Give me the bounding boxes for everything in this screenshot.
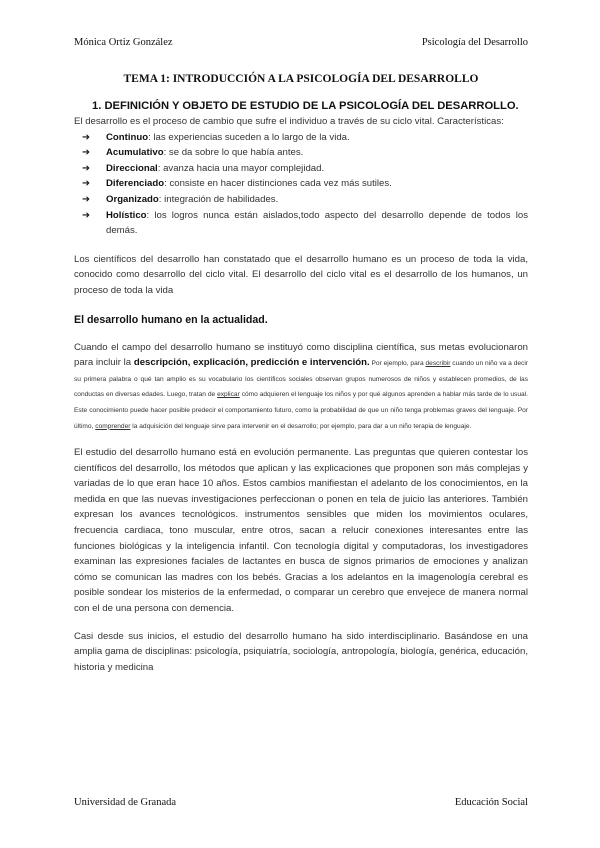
arrow-icon: ➔ [82,178,91,190]
list-desc: : las experiencias suceden a lo largo de la vida. [148,131,350,143]
goals-small-1: Por ejemplo, para [369,360,426,368]
section-heading-1: 1. DEFINICIÓN Y OBJETO DE ESTUDIO DE LA PSICOLOGÍA DEL DESARROLLO. [92,100,519,112]
goals-paragraph [74,340,528,434]
list-desc: : integración de habilidades. [158,193,279,205]
goals-small-4: la adquisición del lenguaje sirve para intervenir en el desarrollo; por ejemplo, para dar a un niño terapia de lenguaje. [130,422,472,430]
page-content [74,73,528,675]
page-title: TEMA 1: INTRODUCCIÓN A LA PSICOLOGÍA DEL DESARROLLO [123,73,479,85]
header-author: Mónica Ortiz González [74,37,173,48]
list-item [82,208,528,239]
list-term: Acumulativo [106,147,164,159]
list-term: Holístico [106,209,147,221]
goals-bold: descripción, explicación, predicción e intervención. [133,357,370,369]
goals-small-2: cuando un niño va a decir su primera palabra o qué tan amplio es su vocabulario los científicos sociales observan grupos numerosos de niños y establecen promedios, de las conductas en diversas edades. Luego, tratan de [74,360,528,399]
list-desc: : los logros nunca están aislados,todo aspecto del desarrollo depende de todos los demás. [106,209,528,237]
section-heading-2: El desarrollo humano en la actualidad. [74,313,268,326]
arrow-icon: ➔ [82,131,91,143]
goals-lead: Cuando el campo del desarrollo humano se instituyó como disciplina científica, sus metas evolucionaron para incluir la [74,341,528,369]
characteristics-list [74,130,528,239]
list-term: Continuo [106,131,149,143]
list-term: Organizado [106,193,159,205]
evolution-paragraph: El estudio del desarrollo humano está en evolución permanente. Las preguntas que quieren contestar los científicos del desarrollo, los métodos que aplican y las explicaciones que proponen son más complejas y variadas de lo que eran hace 10 años. Estos cambios manifiestan el adelanto de los conocimientos, en la medida en que las nuevas investigaciones perfeccionan o ponen en tela de juicio las anteriores. También expresan los avances tecnológicos. instrumentos sensibles que miden los movimientos oculares, frecuencia cardiaca, tono muscular, entre otros, sacan a relucir conexiones interesantes entre las funciones biológicas y la inteligencia infantil. Con tecnología digital y computadoras, los investigadores examinan las expresiones faciales de lactantes en busca de signos primarios de emociones y analizan cómo se comunican las madres con los bebés. Gracias a los adelantos en la imagenología cerebral es posible sondear los misterios de la enfermedad, o comparar un cerebro que envejece de manera normal con el de una persona con demencia. [74,447,528,615]
goals-explicar: explicar [217,391,240,399]
list-term: Diferenciado [106,178,165,190]
list-item [82,161,528,177]
header-subject: Psicología del Desarrollo [421,37,528,48]
goals-comprender: comprender [95,422,131,430]
lifecycle-paragraph: Los científicos del desarrollo han constatado que el desarrollo humano es un proceso de toda la vida, conocido como desarrollo del ciclo vital. El desarrollo del ciclo vital es el desarrollo de los humanos, un proceso de toda la vida [74,253,528,296]
list-desc: : se da sobre lo que había antes. [163,147,304,159]
goals-small-3: cómo adquieren el lenguaje los niños y por qué algunos aprenden a hablar más tarde de lo usual. Este conocimiento puede hacer posible predecir el comportamiento futuro, como la probabilidad de que un niño tenga problemas graves del lenguaje. Por último, [74,391,528,430]
arrow-icon: ➔ [82,209,91,221]
list-item [82,176,528,192]
list-item [82,145,528,161]
list-term: Direccional [106,162,158,174]
interdisciplinary-paragraph: Casi desde sus inicios, el estudio del desarrollo humano ha sido interdisciplinario. Basándose en una amplia gama de disciplinas: psicología, psiquiatría, sociología, antropología, biología, genérica, educación, historia y medicina [74,630,528,673]
list-desc: : avanza hacia una mayor complejidad. [157,162,325,174]
list-item [82,192,528,208]
section1-intro: El desarrollo es el proceso de cambio que sufre el individuo a través de su ciclo vital. Características: [74,116,504,127]
list-item [82,130,528,146]
footer-degree: Educación Social [454,797,528,808]
arrow-icon: ➔ [82,147,91,159]
footer-university: Universidad de Granada [74,797,177,808]
arrow-icon: ➔ [82,162,91,174]
arrow-icon: ➔ [82,193,91,205]
list-desc: : consiste en hacer distinciones cada vez más sutiles. [164,178,392,190]
goals-describir: describir [425,360,451,368]
